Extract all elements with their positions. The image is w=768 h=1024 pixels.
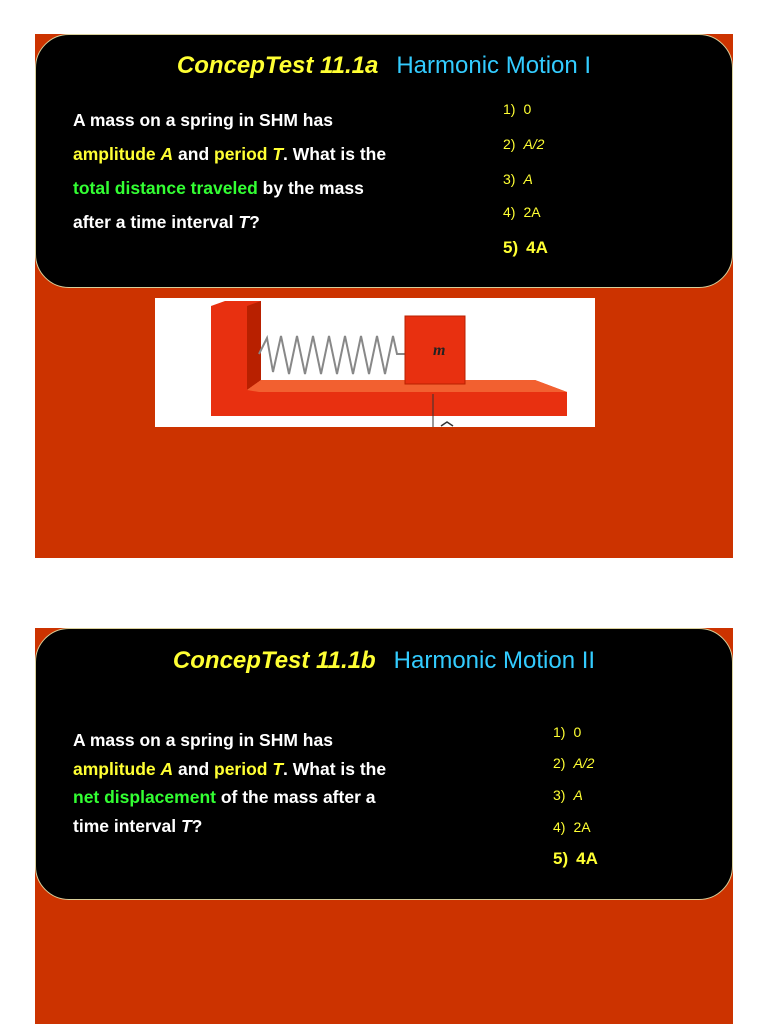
answer-option[interactable] (503, 136, 544, 152)
wall-side (247, 301, 261, 390)
highlight-period: period (214, 144, 273, 164)
slide-1 (35, 34, 733, 558)
answer-value: A/2 (573, 755, 595, 771)
answer-number: 5) (553, 849, 569, 868)
answer-value: 0 (523, 101, 532, 117)
spring-mass-diagram (155, 298, 595, 427)
spring (259, 336, 405, 374)
answer-value: A/2 (523, 136, 545, 152)
slide-title (36, 647, 732, 675)
spring-mass-figure (155, 298, 595, 427)
answer-number: 5) (503, 238, 519, 257)
question-panel (35, 34, 733, 288)
answer-option[interactable] (503, 204, 541, 220)
variable-t: T (180, 815, 192, 836)
answer-option[interactable] (503, 171, 533, 187)
title-main: Harmonic Motion I (396, 52, 592, 79)
question-part: ? (191, 815, 203, 836)
highlight-amplitude: amplitude (73, 144, 161, 164)
answer-number: 2) (553, 755, 566, 771)
answer-value: 4A (576, 849, 598, 868)
answer-option-correct[interactable] (553, 849, 598, 869)
variable-t: T (272, 758, 284, 779)
answer-number: 4) (553, 819, 566, 835)
answer-value: 4A (526, 238, 548, 257)
answer-option[interactable] (553, 819, 591, 835)
title-prefix: ConcepTest 11.1a (176, 52, 379, 79)
title-prefix: ConcepTest 11.1b (172, 647, 376, 674)
question-part: of the mass after a time interval (73, 787, 376, 836)
answer-value: 0 (573, 724, 582, 740)
highlight-key-phrase: total distance traveled (73, 178, 258, 198)
question-text (73, 726, 413, 840)
question-part: by the mass after a time interval (73, 178, 364, 232)
answer-value: 2A (573, 819, 591, 835)
variable-a: A (160, 144, 174, 164)
slide-title (36, 52, 732, 80)
answer-number: 1) (553, 724, 566, 740)
variable-t: T (238, 212, 250, 232)
question-part: and (173, 144, 214, 164)
answer-option[interactable] (553, 755, 594, 771)
question-part: . What is the (283, 758, 387, 779)
question-part: A mass on a spring in SHM has (73, 730, 333, 750)
question-text (73, 103, 393, 239)
highlight-period: period (214, 758, 273, 779)
answer-value: 2A (523, 204, 541, 220)
highlight-amplitude: amplitude (73, 758, 161, 779)
question-part: and (173, 758, 214, 779)
question-part: . What is the (283, 144, 387, 164)
arrow-icon (441, 422, 453, 426)
answer-number: 1) (503, 101, 516, 117)
answer-option[interactable] (553, 724, 581, 740)
title-main: Harmonic Motion II (393, 647, 596, 674)
variable-a: A (160, 758, 174, 779)
answer-option[interactable] (553, 787, 583, 803)
slide-2 (35, 628, 733, 1024)
answer-option-correct[interactable] (503, 238, 548, 258)
variable-t: T (272, 144, 284, 164)
answer-value: A (573, 787, 583, 803)
answer-number: 3) (553, 787, 566, 803)
answer-option[interactable] (503, 101, 531, 117)
highlight-key-phrase: net displacement (73, 787, 216, 807)
answer-number: 4) (503, 204, 516, 220)
answer-number: 2) (503, 136, 516, 152)
question-panel (35, 628, 733, 900)
question-part: ? (249, 212, 260, 232)
answer-value: A (523, 171, 533, 187)
question-part: A mass on a spring in SHM has (73, 110, 333, 130)
mass-label: m (433, 342, 446, 359)
answer-number: 3) (503, 171, 516, 187)
